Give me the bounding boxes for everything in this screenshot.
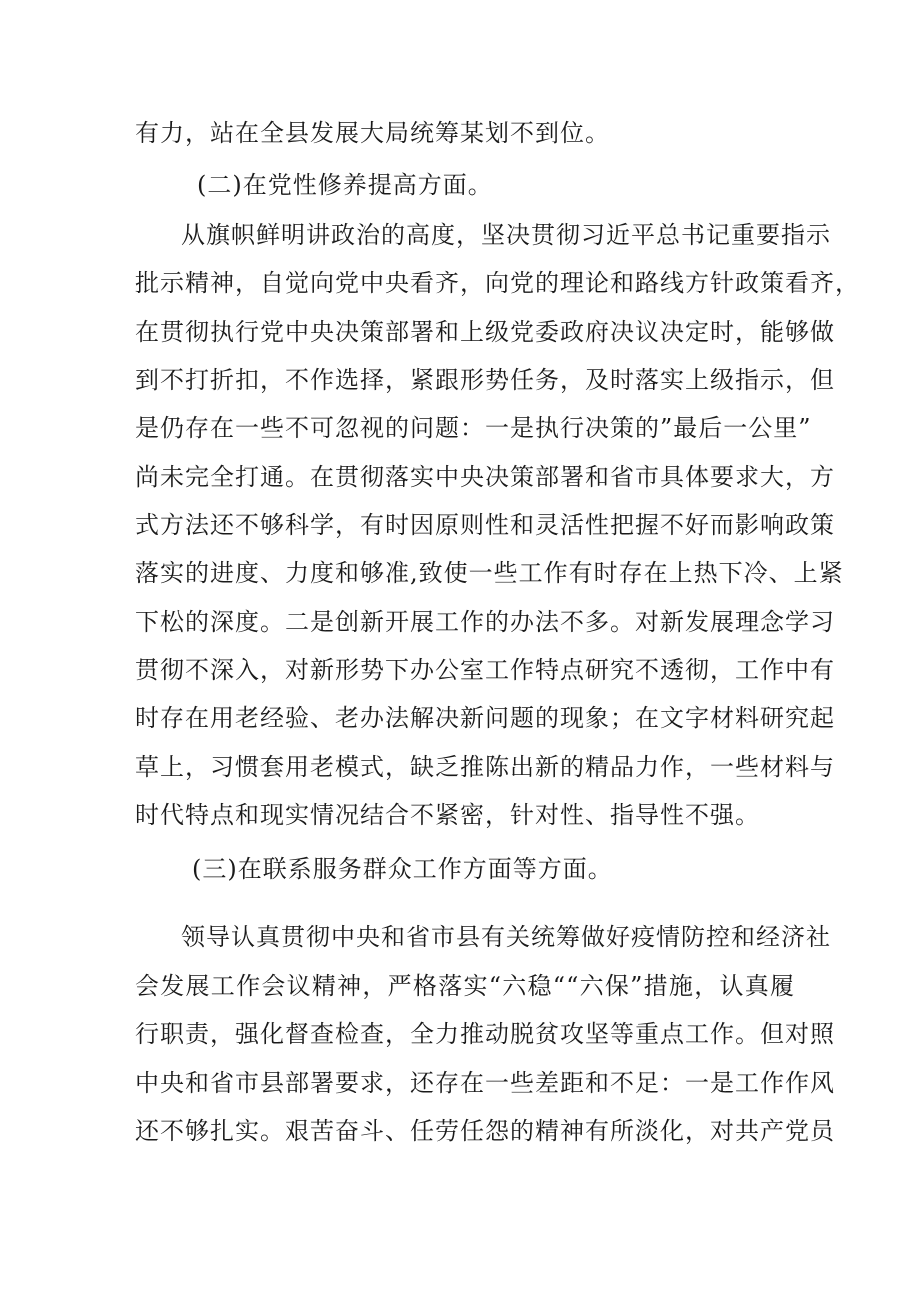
- paragraph-2-line: 是仍存在一些不可忽视的问题：一是执行决策的”最后一公里”: [135, 414, 812, 442]
- paragraph-1-line: 有力，站在全县发展大局统筹某划不到位。: [135, 119, 610, 147]
- paragraph-2-line: 从旗帜鲜明讲政治的高度，坚决贯彻习近平总书记重要指示: [181, 221, 831, 249]
- section-heading-2: (二)在党性修养提高方面。: [197, 171, 493, 199]
- paragraph-2-line: 批示精神，自觉向党中央看齐，向党的理论和路线方针政策看齐，: [135, 269, 860, 297]
- paragraph-2-line: 在贯彻执行党中央决策部署和上级党委政府决议决定时，能够做: [135, 318, 835, 346]
- paragraph-2-line: 落实的进度、力度和够准,致使一些工作有时存在上热下冷、上紧: [135, 559, 844, 587]
- paragraph-2-line: 贯彻不深入，对新形势下办公室工作特点研究不透彻，工作中有: [135, 656, 835, 684]
- paragraph-3-line: 中央和省市县部署要求，还存在一些差距和不足：一是工作作风: [135, 1069, 835, 1097]
- paragraph-3-line: 行职责，强化督查检查，全力推动脱贫攻坚等重点工作。但对照: [135, 1020, 835, 1048]
- paragraph-3-line: 还不够扎实。艰苦奋斗、任劳任怨的精神有所淡化，对共产党员: [135, 1117, 835, 1145]
- section-heading-3: (三)在联系服务群众工作方面等方面。: [192, 855, 613, 883]
- paragraph-2-line: 下松的深度。二是创新开展工作的办法不多。对新发展理念学习: [135, 608, 835, 636]
- paragraph-2-line: 时代特点和现实情况结合不紧密，针对性、指导性不强。: [135, 801, 760, 829]
- paragraph-3-line: 领导认真贯彻中央和省市县有关统筹做好疫情防控和经济社: [181, 923, 831, 951]
- paragraph-2-line: 草上，习惯套用老模式，缺乏推陈出新的精品力作，一些材料与: [135, 753, 835, 781]
- paragraph-2-line: 式方法还不够科学，有时因原则性和灵活性把握不好而影响政策: [135, 511, 835, 539]
- paragraph-3-line: 会发展工作会议精神，严格落实“六稳““六保”措施，认真履: [135, 972, 795, 1000]
- paragraph-2-line: 时存在用老经验、老办法解决新问题的现象；在文字材料研究起: [135, 704, 835, 732]
- paragraph-2-line: 尚未完全打通。在贯彻落实中央决策部署和省市具体要求大，方: [135, 463, 835, 491]
- paragraph-2-line: 到不打折扣，不作选择，紧跟形势任务，及时落实上级指示，但: [135, 366, 835, 394]
